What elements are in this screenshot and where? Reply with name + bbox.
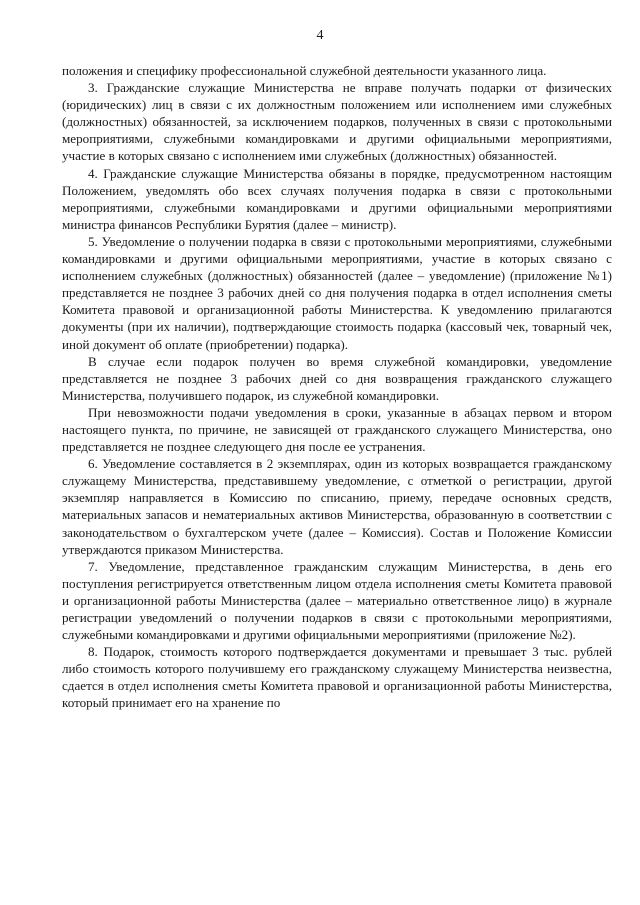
paragraph-continuation: положения и специфику профессиональной служебной деятельности указанного лица. — [62, 63, 547, 78]
paragraph-item-8: 8. Подарок, стоимость которого подтверждается документами и превышает 3 тыс. рублей либо стоимость которого получившему его гражданскому служащему Министерства неизвестна, сдается в отдел исполнения сметы Комитета правовой и организационной работы Министерства, который принимает его на хранение по — [62, 644, 612, 711]
paragraph-item-3: 3. Гражданские служащие Министерства не вправе получать подарки от физических (юридических) лиц в связи с их должностным положением или исполнением ими служебных (должностных) обязанностей, за исключением подарков, полученных в связи с протокольными мероприятиями, служебными командировками и другими официальными мероприятиями, участие в которых связано с исполнением ими служебных (должностных) обязанностей. — [62, 80, 612, 164]
paragraph-item-4: 4. Гражданские служащие Министерства обязаны в порядке, предусмотренном настоящим Положением, уведомлять обо всех случаях получения подарка в связи с протокольными мероприятиями, служебными командировками и другими официальными мероприятиями министра финансов Республики Бурятия (далее – министр). — [62, 165, 612, 232]
paragraph-item-6: 6. Уведомление составляется в 2 экземплярах, один из которых возвращается гражданскому служащему Министерства, представившему уведомление, с отметкой о регистрации, другой экземпляр направляется в Комиссию по списанию, приему, передаче основных средств, материальных запасов и нематериальных активов Министерства, образованную в соответствии с законодательством о бухгалтерском учете (далее – Комиссия). Состав и Положение Комиссии утверждаются приказом Министерства. — [62, 456, 612, 557]
paragraph-item-5-impossibility: При невозможности подачи уведомления в сроки, указанные в абзацах первом и втором настоящего пункта, по причине, не зависящей от гражданского служащего Министерства, оно представляется не позднее следующего дня после ее устранения. — [62, 404, 612, 455]
paragraph-item-5-business-trip: В случае если подарок получен во время служебной командировки, уведомление представляется не позднее 3 рабочих дней со дня возвращения гражданского служащего Министерства, получившего подарок, из служебной командировки. — [62, 353, 612, 403]
paragraph-item-5: 5. Уведомление о получении подарка в связи с протокольными мероприятиями, служебными командировками и другими официальными мероприятиями, участие в которых связано с исполнением служебных (должностных) обязанностей (далее – уведомление) (приложение №1) представляется не позднее 3 рабочих дней со дня получения подарка в отдел исполнения сметы Комитета правовой и организационной работы Министерства. К уведомлению прилагаются документы (при их наличии), подтверждающие стоимость подарка (кассовый чек, товарный чек, иной документ об оплате (приобретении) подарка). — [62, 233, 612, 352]
document-body — [62, 62, 612, 712]
paragraph-item-7: 7. Уведомление, представленное гражданским служащим Министерства, в день его поступления регистрируется ответственным лицом отдела исполнения сметы Комитета правовой и организационной работы Министерства (далее – материально ответственное лицо) в журнале регистрации уведомлений о получении подарков в связи с протокольными мероприятиями, служебными командировками и другими официальными мероприятиями (приложение №2). — [62, 558, 612, 643]
page-number: 4 — [316, 28, 324, 43]
